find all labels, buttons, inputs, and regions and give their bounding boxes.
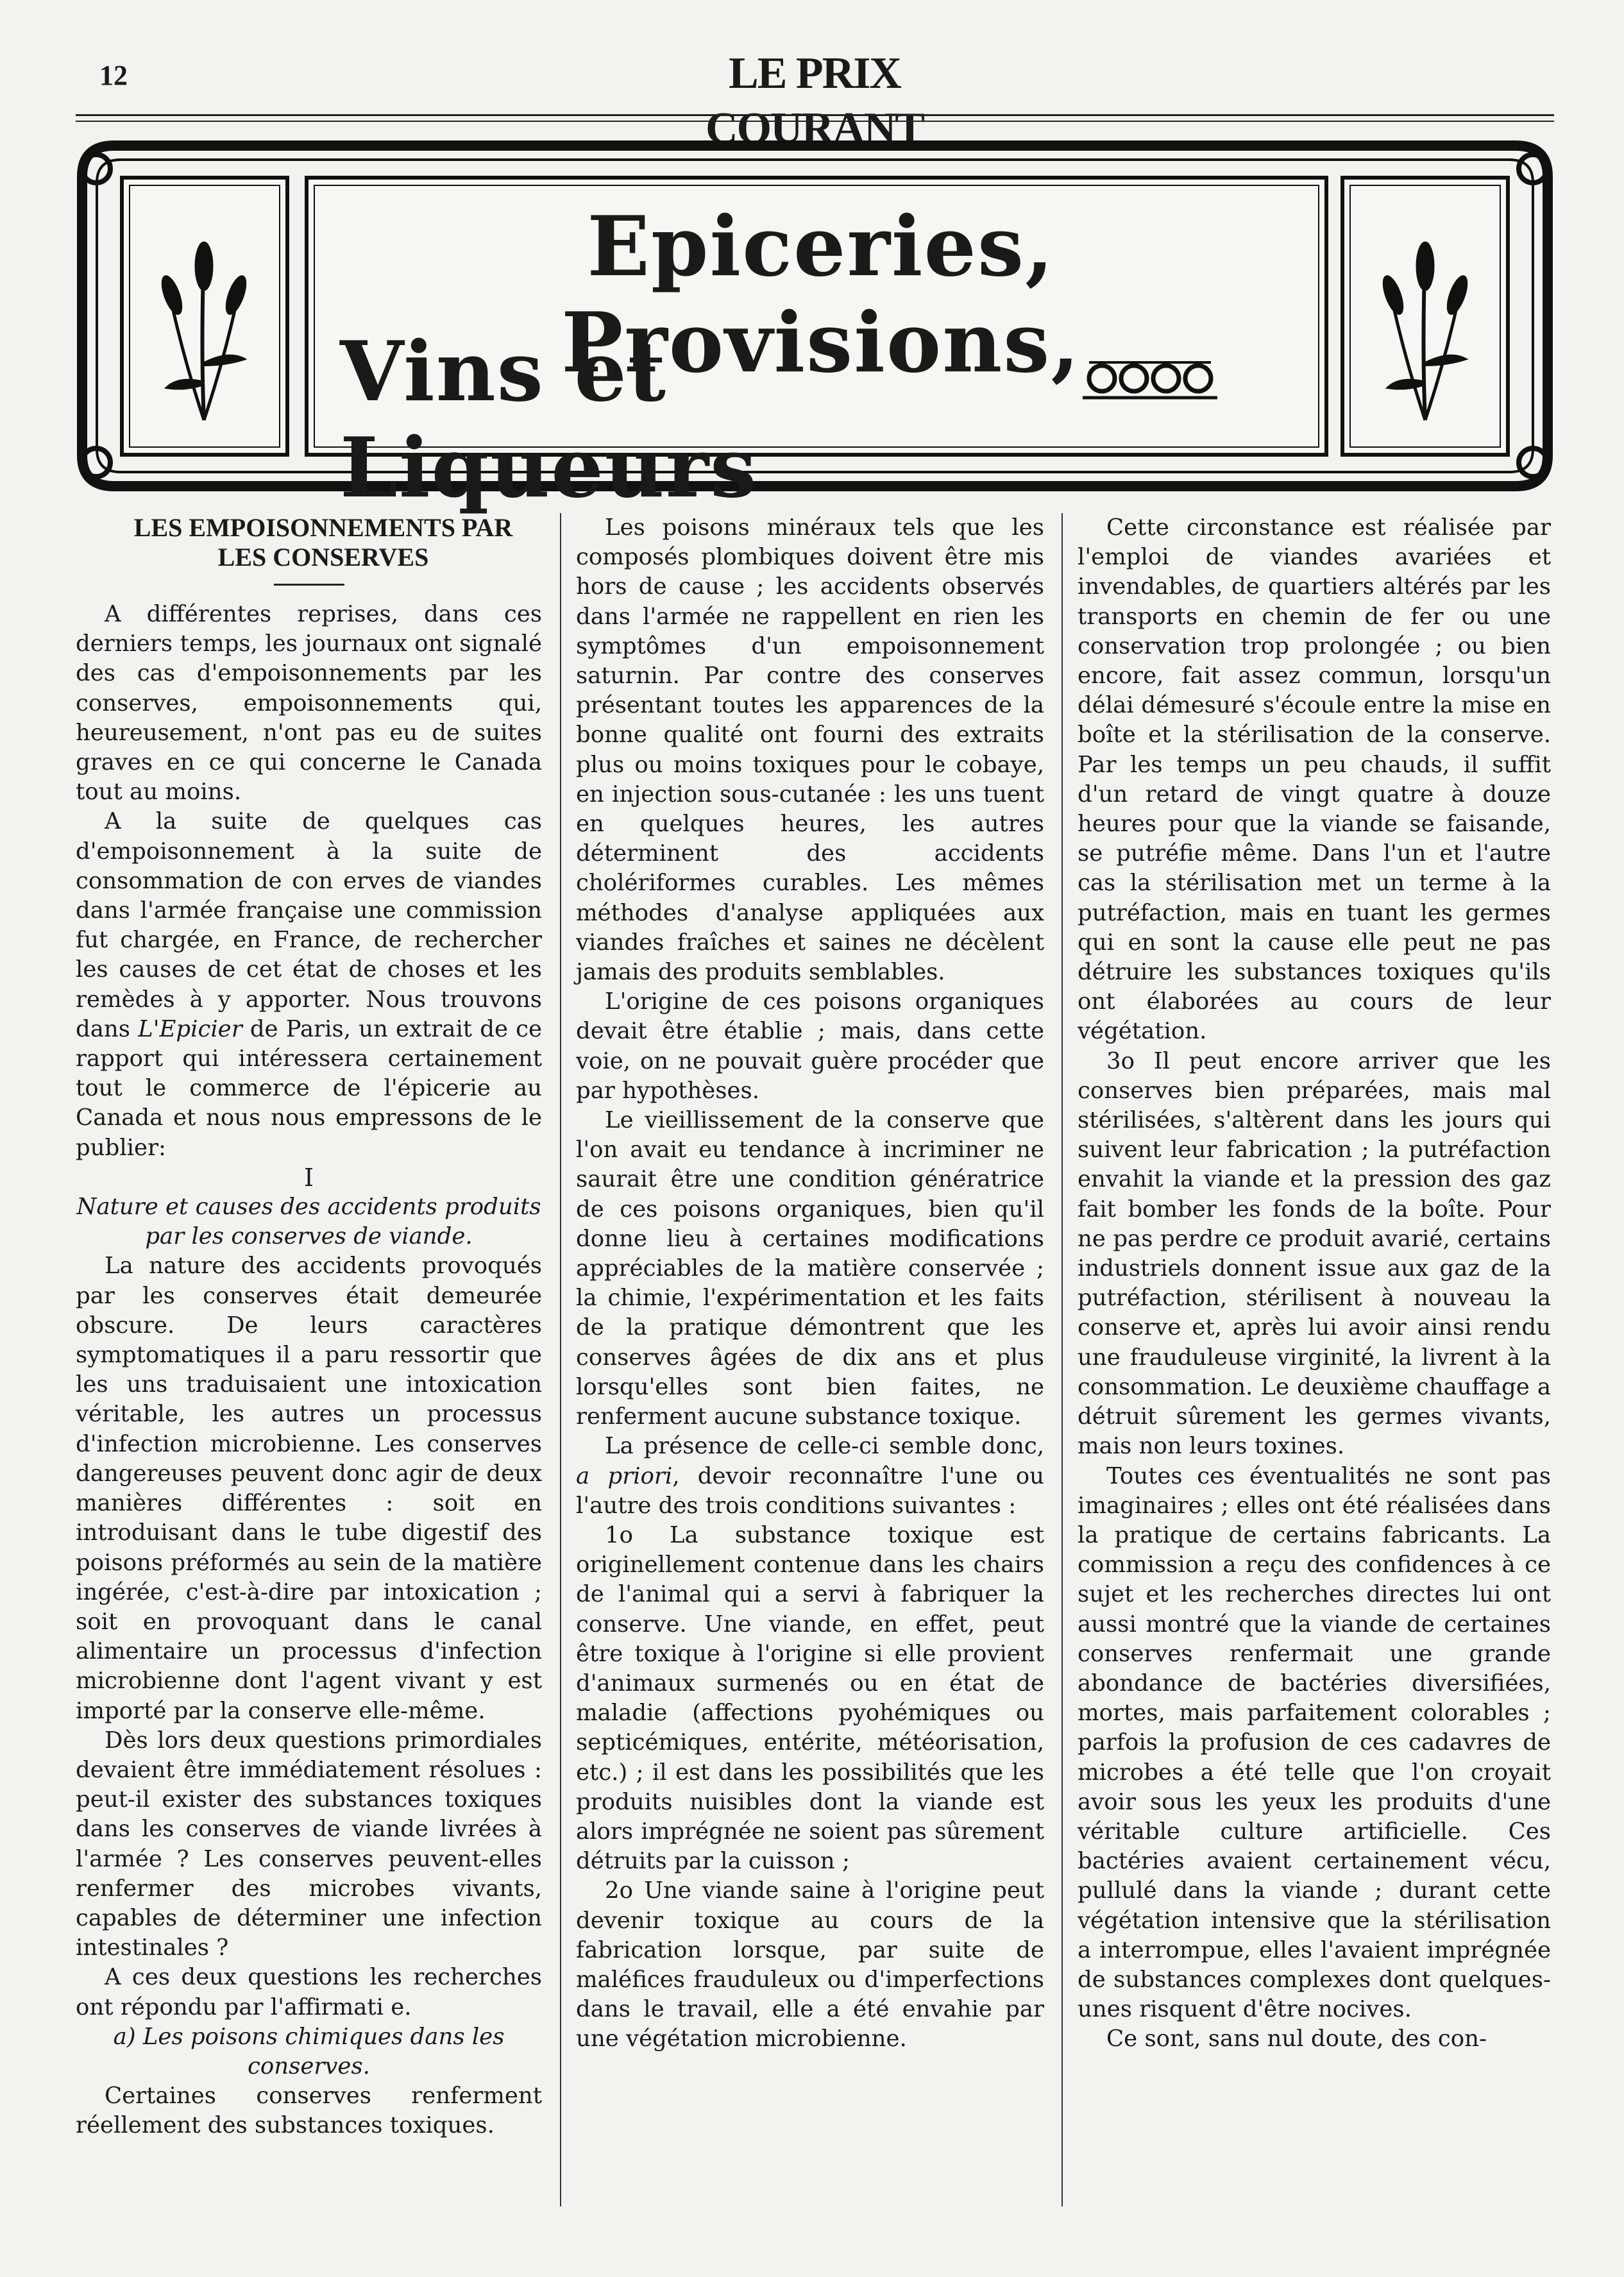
article-title-line1: LES EMPOISONNEMENTS PAR <box>133 513 513 542</box>
paragraph: La nature des accidents provoqués par les conserves était demeurée obscure. De leurs caractères symptomatiques il a paru ressortir que les uns traduisaient une intoxication véritable, les autres un processus d'infection microbienne. Les conserves dangereuses peuvent donc agir de deux manières différentes : soit en introduisant dans le tube digestif des poisons préformés au sein de la matière ingérée, c'est-à-dire par intoxication ; soit en provoquant dans le canal alimentaire un processus d'infection microbienne dont l'agent vivant y est importé par la conserve elle-même. <box>76 1253 542 1724</box>
paragraph: Le vieillissement de la conserve que l'on avait eu tendance à incriminer ne saurait être une condition génératrice de ces poisons organiques, bien qu'il donne lieu à certaines modifications appréciables de la matière conservée ; la chimie, l'expérimentation et les faits de la pratique démontrent que les conserves âgées de dix ans et plus lorsqu'elles sont bien faites, ne renferment aucune substance toxique. <box>576 1107 1044 1430</box>
paragraph: A différentes reprises, dans ces derniers temps, les journaux ont signalé des cas d'empoisonnements par les conserves, empoisonnements qui, heureusement, n'ont pas eu de suites graves en ce qui concerne le Canada tout au moins. <box>76 601 542 806</box>
section-number: I <box>303 1163 314 1192</box>
latin-phrase: a priori <box>576 1462 673 1489</box>
paragraph <box>76 807 542 1162</box>
publication-name: L'Epicier <box>138 1015 242 1042</box>
header-rule <box>76 114 1554 116</box>
banner-title-line2: Vins et Liqueurs <box>340 324 758 516</box>
paragraph: Ce sont, sans nul doute, des con- <box>1106 2026 1487 2053</box>
title-rule <box>274 584 344 586</box>
section-title-line1: Nature et causes des accidents produits <box>76 1194 541 1221</box>
article-column-3 <box>1078 513 1551 2054</box>
text-run: La présence de celle-ci semble donc, <box>605 1433 1044 1460</box>
section-title-line2: par les conserves de viande. <box>145 1223 473 1250</box>
banner-title-line1: Epiceries, Provisions, <box>561 199 1081 391</box>
article-title-line2: LES CONSERVES <box>217 543 429 571</box>
text-run: A la suite de quelques cas d'empoisonnement à la suite de consommation de con erves de viandes dans l'armée française une commission fut chargée, en France, de rechercher les causes de cet état de choses et les remèdes à y apporter. Nous trouvons dans <box>76 808 542 1042</box>
text-run: de Paris, un extrait de ce rapport qui intéressera certainement tout le commerce de l'épicerie au Canada et nous nous empressons de le publier: <box>76 1015 542 1161</box>
subsection-title-line2: conserves. <box>248 2053 370 2079</box>
paragraph: 1o La substance toxique est originellement contenue dans les chairs de l'animal qui a servi à fabriquer la conserve. Une viande, en effet, peut être toxique à l'origine si elle provient d'animaux surmenés ou en état de maladie (affections pyohémiques ou septicémiques, entérite, météorisation, etc.) ; il est dans les possibilités que les produits nuisibles dont la viande est alors imprégnée ne soient pas sûrement détruits par la cuisson ; <box>576 1521 1044 1875</box>
paragraph: Toutes ces éventualités ne sont pas imaginaires ; elles ont été réalisées dans la pratique de certains fabricants. La commission a reçu des confidences à ce sujet et les recherches directes lui ont aussi montré que la viande de certaines conserves renfermait une grande abondance de bactéries diversifiées, mortes, mais parfaitement colorables ; parfois la profusion de ces cadavres de microbes a été telle que l'on croyait avoir sous les yeux les produits d'une véritable culture artificielle. Ces bactéries avaient certainement vécu, pullulé dans la viande ; durant cette végétation intensive que la stérilisation a interrompue, elles l'avaient imprégnée de substances complexes dont quelques-unes risquent d'être nocives. <box>1078 1462 1551 2023</box>
paragraph: Certaines conserves renferment réellement des substances toxiques. <box>76 2083 542 2139</box>
masthead-text: LE PRIX COURANT <box>706 49 924 153</box>
article-column-1 <box>76 513 542 2141</box>
paragraph <box>576 1432 1044 1521</box>
paragraph: Cette circonstance est réalisée par l'emploi de viandes avariées et invendables, de quartiers altérés par les transports en chemin de fer ou une conservation trop prolongée ; ou bien encore, fait assez commun, lorsqu'un délai démesuré s'écoule entre la mise en boîte et la stérilisation de la conserve. Par les temps un peu chauds, il suffit d'un retard de vingt quatre à douze heures pour que la viande se faisande, se putréfie même. Dans l'un et l'autre cas la stérilisation met un terme à la putréfaction, mais en tuant les germes qui en sont la cause elle peut ne pas détruire les substances toxiques qu'ils ont élaborées au cours de leur végétation. <box>1078 514 1551 1045</box>
article-column-2 <box>576 513 1044 2054</box>
text-run: , devoir reconnaître l'une ou l'autre des trois conditions suivantes : <box>576 1462 1044 1519</box>
paragraph: 3o Il peut encore arriver que les conserves bien préparées, mais mal stérilisées, s'altèrent dans les jours qui suivent leur fabrication ; la putréfaction envahit la viande et la pression des gaz fait bomber les fonds de la boîte. Pour ne pas perdre ce produit avarié, certains industriels donnent issue aux gaz de la putréfaction, stérilisent à nouveau la conserve et, après lui avoir ainsi rendu une frauduleuse virginité, la livrent à la consommation. Le deuxième chauffage a détruit sûrement les germes vivants, mais non leurs toxines. <box>1078 1047 1551 1460</box>
paragraph: Les poisons minéraux tels que les composés plombiques doivent être mis hors de cause ; les accidents observés dans l'armée ne rappellent en rien les symptômes d'un empoisonnement saturnin. Par contre des conserves présentant toutes les apparences de la bonne qualité ont fourni des extraits plus ou moins toxiques pour le cobaye, en injection sous-cutanée : les uns tuent en quelques heures, les autres déterminent des accidents cholériformes curables. Les mêmes méthodes d'analyse appliquées aux viandes fraîches et saines ne décèlent jamais des produits semblables. <box>576 514 1044 986</box>
paragraph: 2o Une viande saine à l'origine peut devenir toxique au cours de la fabrication lorsque, par suite de maléfices frauduleux ou d'imperfections dans le travail, elle a été envahie par une végétation microbienne. <box>576 1877 1044 2053</box>
paragraph: Dès lors deux questions primordiales devaient être immédiatement résolues : peut-il exister des substances toxiques dans les conserves de viande livrées à l'armée ? Les conserves peuvent-elles renfermer des microbes vivants, capables de déterminer une infection intestinales ? <box>76 1727 542 1961</box>
page-number: 12 <box>99 60 128 91</box>
paragraph: L'origine de ces poisons organiques devait être établie ; mais, dans cette voie, on ne pouvait guère procéder que par hypothèses. <box>576 988 1044 1104</box>
masthead-logo <box>635 46 994 153</box>
header-rule-secondary <box>76 121 1554 122</box>
subsection-title-line1: a) Les poisons chimiques dans les <box>113 2023 505 2050</box>
column-divider-1 <box>560 513 561 2206</box>
paragraph: A ces deux questions les recherches ont répondu par l'affirmati e. <box>76 1964 542 2020</box>
column-divider-2 <box>1062 513 1063 2206</box>
